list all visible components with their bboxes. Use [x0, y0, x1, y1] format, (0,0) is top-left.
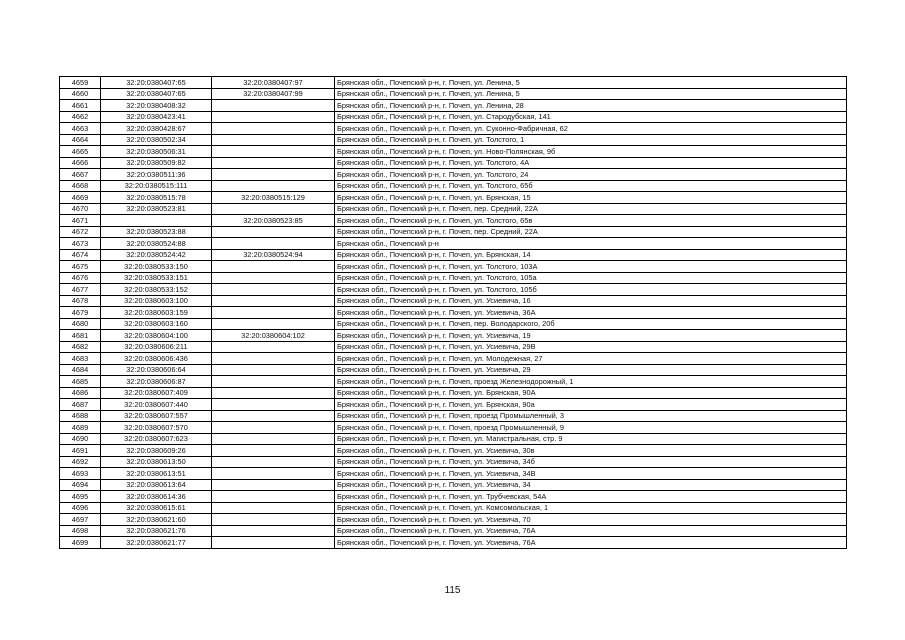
- address-cell: Брянская обл., Почепский р-н, г. Почеп, ул. Усиевича, 34В: [335, 468, 847, 480]
- address-cell: Брянская обл., Почепский р-н, г. Почеп, ул. Толстого, 105а: [335, 272, 847, 284]
- cadastral-number-cell: 32:20:0380613:64: [101, 479, 212, 491]
- address-cell: Брянская обл., Почепский р-н, г. Почеп, ул. Ленина, 5: [335, 88, 847, 100]
- table-row: [60, 387, 847, 399]
- row-number-cell: 4681: [60, 330, 101, 342]
- table-row: [60, 422, 847, 434]
- table-row: [60, 192, 847, 204]
- cadastral-number-cell: 32:20:0380615:61: [101, 502, 212, 514]
- table-row: [60, 77, 847, 89]
- row-number-cell: 4661: [60, 100, 101, 112]
- building-cadastral-number-cell: [212, 169, 335, 181]
- row-number-cell: 4676: [60, 272, 101, 284]
- address-cell: Брянская обл., Почепский р-н, г. Почеп, ул. Толстого, 103А: [335, 261, 847, 273]
- row-number-cell: 4671: [60, 215, 101, 227]
- table-row: [60, 456, 847, 468]
- building-cadastral-number-cell: [212, 295, 335, 307]
- address-cell: Брянская обл., Почепский р-н, г. Почеп, ул. Ново-Полянская, 9б: [335, 146, 847, 158]
- building-cadastral-number-cell: [212, 387, 335, 399]
- table-row: [60, 226, 847, 238]
- cadastral-number-cell: 32:20:0380621:60: [101, 514, 212, 526]
- row-number-cell: 4675: [60, 261, 101, 273]
- address-cell: Брянская обл., Почепский р-н, г. Почеп, ул. Усиевича, 16: [335, 295, 847, 307]
- building-cadastral-number-cell: [212, 284, 335, 296]
- address-cell: Брянская обл., Почепский р-н, г. Почеп, ул. Толстого, 1: [335, 134, 847, 146]
- row-number-cell: 4699: [60, 537, 101, 549]
- table-row: [60, 249, 847, 261]
- address-cell: Брянская обл., Почепский р-н, г. Почеп, ул. Ленина, 5: [335, 77, 847, 89]
- table-row: [60, 502, 847, 514]
- address-cell: Брянская обл., Почепский р-н, г. Почеп, пер. Средний, 22А: [335, 226, 847, 238]
- building-cadastral-number-cell: [212, 111, 335, 123]
- table-row: [60, 180, 847, 192]
- table-row: [60, 100, 847, 112]
- address-cell: Брянская обл., Почепский р-н, г. Почеп, проезд Промышленный, 3: [335, 410, 847, 422]
- cadastral-number-cell: 32:20:0380607:409: [101, 387, 212, 399]
- address-cell: Брянская обл., Почепский р-н, г. Почеп, ул. Усиевича, 30в: [335, 445, 847, 457]
- building-cadastral-number-cell: [212, 180, 335, 192]
- table-row: [60, 215, 847, 227]
- row-number-cell: 4659: [60, 77, 101, 89]
- row-number-cell: 4694: [60, 479, 101, 491]
- address-cell: Брянская обл., Почепский р-н, г. Почеп, ул. Комсомольская, 1: [335, 502, 847, 514]
- building-cadastral-number-cell: [212, 353, 335, 365]
- table-row: [60, 238, 847, 250]
- cadastral-number-cell: 32:20:0380603:160: [101, 318, 212, 330]
- row-number-cell: 4696: [60, 502, 101, 514]
- cadastral-number-cell: 32:20:0380613:50: [101, 456, 212, 468]
- cadastral-number-cell: 32:20:0380621:76: [101, 525, 212, 537]
- cadastral-number-cell: 32:20:0380603:100: [101, 295, 212, 307]
- address-cell: Брянская обл., Почепский р-н, г. Почеп, ул. Усиевича, 29В: [335, 341, 847, 353]
- table-row: [60, 514, 847, 526]
- table-row: [60, 295, 847, 307]
- building-cadastral-number-cell: [212, 203, 335, 215]
- building-cadastral-number-cell: [212, 238, 335, 250]
- table-row: [60, 445, 847, 457]
- cadastral-number-cell: 32:20:0380607:623: [101, 433, 212, 445]
- address-cell: Брянская обл., Почепский р-н, г. Почеп, проезд Промышленный, 9: [335, 422, 847, 434]
- address-cell: Брянская обл., Почепский р-н, г. Почеп, ул. Суконно-Фабричная, 62: [335, 123, 847, 135]
- cadastral-number-cell: 32:20:0380515:78: [101, 192, 212, 204]
- cadastral-number-cell: 32:20:0380407:65: [101, 88, 212, 100]
- building-cadastral-number-cell: [212, 514, 335, 526]
- row-number-cell: 4693: [60, 468, 101, 480]
- table-row: [60, 330, 847, 342]
- cadastral-number-cell: 32:20:0380607:557: [101, 410, 212, 422]
- address-cell: Брянская обл., Почепский р-н, г. Почеп, проезд Железнодорожный, 1: [335, 376, 847, 388]
- cadastral-number-cell: 32:20:0380523:81: [101, 203, 212, 215]
- cadastral-number-cell: 32:20:0380606:64: [101, 364, 212, 376]
- building-cadastral-number-cell: [212, 341, 335, 353]
- row-number-cell: 4692: [60, 456, 101, 468]
- cadastral-number-cell: 32:20:0380511:36: [101, 169, 212, 181]
- building-cadastral-number-cell: [212, 134, 335, 146]
- row-number-cell: 4684: [60, 364, 101, 376]
- building-cadastral-number-cell: [212, 525, 335, 537]
- cadastral-number-cell: 32:20:0380506:31: [101, 146, 212, 158]
- table-row: [60, 491, 847, 503]
- building-cadastral-number-cell: [212, 537, 335, 549]
- row-number-cell: 4664: [60, 134, 101, 146]
- row-number-cell: 4665: [60, 146, 101, 158]
- cadastral-number-cell: 32:20:0380606:211: [101, 341, 212, 353]
- row-number-cell: 4685: [60, 376, 101, 388]
- row-number-cell: 4674: [60, 249, 101, 261]
- row-number-cell: 4663: [60, 123, 101, 135]
- address-cell: Брянская обл., Почепский р-н, г. Почеп, ул. Толстого, 65в: [335, 215, 847, 227]
- address-cell: Брянская обл., Почепский р-н, г. Почеп, ул. Брянская, 90А: [335, 387, 847, 399]
- address-cell: Брянская обл., Почепский р-н, г. Почеп, ул. Молодежная, 27: [335, 353, 847, 365]
- row-number-cell: 4677: [60, 284, 101, 296]
- row-number-cell: 4679: [60, 307, 101, 319]
- building-cadastral-number-cell: [212, 399, 335, 411]
- table-row: [60, 88, 847, 100]
- address-cell: Брянская обл., Почепский р-н, г. Почеп, ул. Брянская, 90а: [335, 399, 847, 411]
- address-cell: Брянская обл., Почепский р-н, г. Почеп, пер. Володарского, 20б: [335, 318, 847, 330]
- table-row: [60, 537, 847, 549]
- row-number-cell: 4667: [60, 169, 101, 181]
- building-cadastral-number-cell: 32:20:0380524:94: [212, 249, 335, 261]
- table-row: [60, 272, 847, 284]
- table-row: [60, 433, 847, 445]
- building-cadastral-number-cell: [212, 364, 335, 376]
- row-number-cell: 4678: [60, 295, 101, 307]
- cadastral-number-cell: 32:20:0380407:65: [101, 77, 212, 89]
- row-number-cell: 4695: [60, 491, 101, 503]
- cadastral-number-cell: 32:20:0380606:87: [101, 376, 212, 388]
- building-cadastral-number-cell: 32:20:0380604:102: [212, 330, 335, 342]
- cadastral-number-cell: 32:20:0380524:42: [101, 249, 212, 261]
- address-cell: Брянская обл., Почепский р-н, г. Почеп, ул. Усиевича, 19: [335, 330, 847, 342]
- cadastral-number-cell: 32:20:0380533:151: [101, 272, 212, 284]
- building-cadastral-number-cell: [212, 433, 335, 445]
- address-cell: Брянская обл., Почепский р-н, г. Почеп, ул. Усиевича, 34б: [335, 456, 847, 468]
- table-row: [60, 468, 847, 480]
- table-row: [60, 134, 847, 146]
- cadastral-number-cell: 32:20:0380533:150: [101, 261, 212, 273]
- row-number-cell: 4669: [60, 192, 101, 204]
- building-cadastral-number-cell: [212, 272, 335, 284]
- cadastral-number-cell: 32:20:0380523:88: [101, 226, 212, 238]
- building-cadastral-number-cell: [212, 226, 335, 238]
- building-cadastral-number-cell: [212, 410, 335, 422]
- table-row: [60, 261, 847, 273]
- building-cadastral-number-cell: [212, 468, 335, 480]
- table-row: [60, 341, 847, 353]
- address-cell: Брянская обл., Почепский р-н, г. Почеп, ул. Толстого, 105б: [335, 284, 847, 296]
- table-body: [60, 77, 847, 549]
- table-row: [60, 364, 847, 376]
- cadastral-number-cell: 32:20:0380607:440: [101, 399, 212, 411]
- address-cell: Брянская обл., Почепский р-н, г. Почеп, ул. Усиевича, 34: [335, 479, 847, 491]
- cadastral-number-cell: 32:20:0380614:36: [101, 491, 212, 503]
- row-number-cell: 4690: [60, 433, 101, 445]
- building-cadastral-number-cell: 32:20:0380407:97: [212, 77, 335, 89]
- table-row: [60, 410, 847, 422]
- table-row: [60, 479, 847, 491]
- address-cell: Брянская обл., Почепский р-н, г. Почеп, ул. Ленина, 28: [335, 100, 847, 112]
- building-cadastral-number-cell: [212, 261, 335, 273]
- row-number-cell: 4691: [60, 445, 101, 457]
- table-row: [60, 146, 847, 158]
- cadastral-number-cell: 32:20:0380613:51: [101, 468, 212, 480]
- building-cadastral-number-cell: [212, 146, 335, 158]
- cadastral-number-cell: 32:20:0380609:26: [101, 445, 212, 457]
- row-number-cell: 4687: [60, 399, 101, 411]
- building-cadastral-number-cell: [212, 157, 335, 169]
- building-cadastral-number-cell: [212, 376, 335, 388]
- cadastral-number-cell: 32:20:0380423:41: [101, 111, 212, 123]
- building-cadastral-number-cell: 32:20:0380523:85: [212, 215, 335, 227]
- building-cadastral-number-cell: 32:20:0380515:129: [212, 192, 335, 204]
- cadastral-number-cell: [101, 215, 212, 227]
- row-number-cell: 4673: [60, 238, 101, 250]
- building-cadastral-number-cell: [212, 456, 335, 468]
- table-row: [60, 525, 847, 537]
- row-number-cell: 4672: [60, 226, 101, 238]
- table-row: [60, 353, 847, 365]
- building-cadastral-number-cell: [212, 491, 335, 503]
- address-cell: Брянская обл., Почепский р-н: [335, 238, 847, 250]
- table-row: [60, 307, 847, 319]
- building-cadastral-number-cell: [212, 502, 335, 514]
- address-cell: Брянская обл., Почепский р-н, г. Почеп, ул. Стародубская, 141: [335, 111, 847, 123]
- table-row: [60, 111, 847, 123]
- row-number-cell: 4697: [60, 514, 101, 526]
- building-cadastral-number-cell: [212, 318, 335, 330]
- cadastral-number-cell: 32:20:0380408:32: [101, 100, 212, 112]
- address-cell: Брянская обл., Почепский р-н, г. Почеп, ул. Усиевича, 70: [335, 514, 847, 526]
- cadastral-number-cell: 32:20:0380603:159: [101, 307, 212, 319]
- row-number-cell: 4683: [60, 353, 101, 365]
- building-cadastral-number-cell: [212, 307, 335, 319]
- row-number-cell: 4688: [60, 410, 101, 422]
- building-cadastral-number-cell: [212, 422, 335, 434]
- cadastral-number-cell: 32:20:0380621:77: [101, 537, 212, 549]
- address-cell: Брянская обл., Почепский р-н, г. Почеп, ул. Магистральная, стр. 9: [335, 433, 847, 445]
- building-cadastral-number-cell: [212, 479, 335, 491]
- cadastral-number-cell: 32:20:0380533:152: [101, 284, 212, 296]
- table-row: [60, 399, 847, 411]
- cadastral-number-cell: 32:20:0380607:570: [101, 422, 212, 434]
- address-cell: Брянская обл., Почепский р-н, г. Почеп, ул. Усиевича, 36А: [335, 307, 847, 319]
- address-cell: Брянская обл., Почепский р-н, г. Почеп, ул. Толстого, 24: [335, 169, 847, 181]
- row-number-cell: 4670: [60, 203, 101, 215]
- building-cadastral-number-cell: [212, 123, 335, 135]
- row-number-cell: 4662: [60, 111, 101, 123]
- address-cell: Брянская обл., Почепский р-н, г. Почеп, ул. Усиевича, 29: [335, 364, 847, 376]
- address-cell: Брянская обл., Почепский р-н, г. Почеп, ул. Трубчевская, 54А: [335, 491, 847, 503]
- cadastral-number-cell: 32:20:0380428:67: [101, 123, 212, 135]
- building-cadastral-number-cell: [212, 100, 335, 112]
- cadastral-number-cell: 32:20:0380524:88: [101, 238, 212, 250]
- row-number-cell: 4668: [60, 180, 101, 192]
- cadastral-number-cell: 32:20:0380515:111: [101, 180, 212, 192]
- table-row: [60, 203, 847, 215]
- cadastral-number-cell: 32:20:0380502:34: [101, 134, 212, 146]
- address-cell: Брянская обл., Почепский р-н, г. Почеп, ул. Брянская, 14: [335, 249, 847, 261]
- row-number-cell: 4686: [60, 387, 101, 399]
- cadastral-number-cell: 32:20:0380606:436: [101, 353, 212, 365]
- address-cell: Брянская обл., Почепский р-н, г. Почеп, ул. Брянская, 15: [335, 192, 847, 204]
- cadastral-table: [59, 76, 847, 549]
- building-cadastral-number-cell: 32:20:0380407:99: [212, 88, 335, 100]
- table-row: [60, 318, 847, 330]
- row-number-cell: 4698: [60, 525, 101, 537]
- building-cadastral-number-cell: [212, 445, 335, 457]
- address-cell: Брянская обл., Почепский р-н, г. Почеп, ул. Толстого, 65б: [335, 180, 847, 192]
- address-cell: Брянская обл., Почепский р-н, г. Почеп, ул. Усиевича, 76А: [335, 537, 847, 549]
- row-number-cell: 4689: [60, 422, 101, 434]
- table-row: [60, 157, 847, 169]
- table-row: [60, 123, 847, 135]
- page-number: 115: [444, 585, 461, 596]
- row-number-cell: 4680: [60, 318, 101, 330]
- address-cell: Брянская обл., Почепский р-н, г. Почеп, ул. Толстого, 4А: [335, 157, 847, 169]
- cadastral-number-cell: 32:20:0380604:100: [101, 330, 212, 342]
- table-row: [60, 376, 847, 388]
- table-row: [60, 169, 847, 181]
- row-number-cell: 4666: [60, 157, 101, 169]
- address-cell: Брянская обл., Почепский р-н, г. Почеп, пер. Средний, 22А: [335, 203, 847, 215]
- address-cell: Брянская обл., Почепский р-н, г. Почеп, ул. Усиевича, 76А: [335, 525, 847, 537]
- row-number-cell: 4682: [60, 341, 101, 353]
- cadastral-number-cell: 32:20:0380509:82: [101, 157, 212, 169]
- table-row: [60, 284, 847, 296]
- row-number-cell: 4660: [60, 88, 101, 100]
